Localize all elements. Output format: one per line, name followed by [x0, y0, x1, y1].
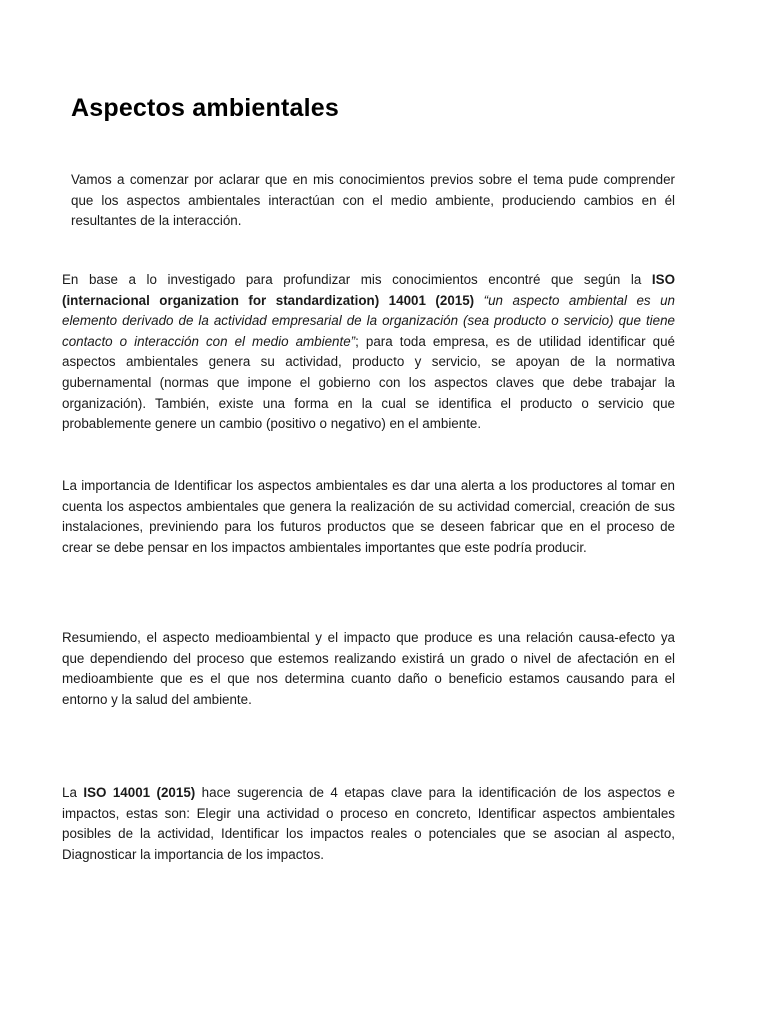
- paragraph-text: La: [62, 785, 84, 800]
- paragraph-text: [474, 293, 484, 308]
- paragraph-summary: Resumiendo, el aspecto medioambiental y el impacto que produce es una relación causa-efecto ya que dependiendo del proceso que estemos realizando existirá un grado o nivel de afectación en el medioambiente que es el que nos determina cuanto daño o beneficio estamos causando para el entorno y la salud del ambiente.: [62, 630, 675, 707]
- paragraph-text: En base a lo investigado para profundizar mis conocimientos encontré que según la: [62, 272, 652, 287]
- paragraph-iso-definition: [62, 270, 675, 435]
- paragraph-intro: Vamos a comenzar por aclarar que en mis conocimientos previos sobre el tema pude comprender que los aspectos ambientales interactúan con el medio ambiente, produciendo cambios en él resultantes de la interacción.: [71, 172, 675, 229]
- paragraph-iso-stages: [62, 783, 675, 865]
- document-title: Aspectos ambientales: [71, 94, 339, 122]
- definition-quote-italic: “un aspecto ambiental es un elemento derivado de la actividad empresarial de la organización (sea producto o servicio) que tiene contacto o interacción con el medio ambiente”: [62, 292, 676, 349]
- paragraph-text: hace sugerencia de 4 etapas clave para la identificación de los aspectos e impactos, estas son: Elegir una actividad o proceso en concreto, Identificar aspectos ambientales posibles de la actividad, Identificar los impactos reales o potenciales que se asocian al aspecto, Diagnosticar la importancia de los impactos.: [62, 785, 675, 862]
- paragraph-importance: La importancia de Identificar los aspectos ambientales es dar una alerta a los productores al tomar en cuenta los aspectos ambientales que genera la realización de su actividad comercial, creación de sus instalaciones, previniendo para los futuros productos que se deseen fabricar que en el proceso de crear se debe pensar en los impactos ambientales importantes que este podría producir.: [62, 478, 675, 555]
- iso-reference-bold: ISO 14001 (2015): [83, 785, 196, 800]
- iso-reference-bold: ISO (internacional organization for standardization) 14001 (2015): [62, 272, 675, 308]
- paragraph-text: ; para toda empresa, es de utilidad identificar qué aspectos ambientales genera su actividad, producto y servicio, se apoyan de la normativa gubernamental (normas que impone el gobierno con los aspectos claves que debe trabajar la organización). También, existe una forma en la cual se identifica el producto o servicio que probablemente genere un cambio (positivo o negativo) en el ambiente.: [62, 333, 675, 432]
